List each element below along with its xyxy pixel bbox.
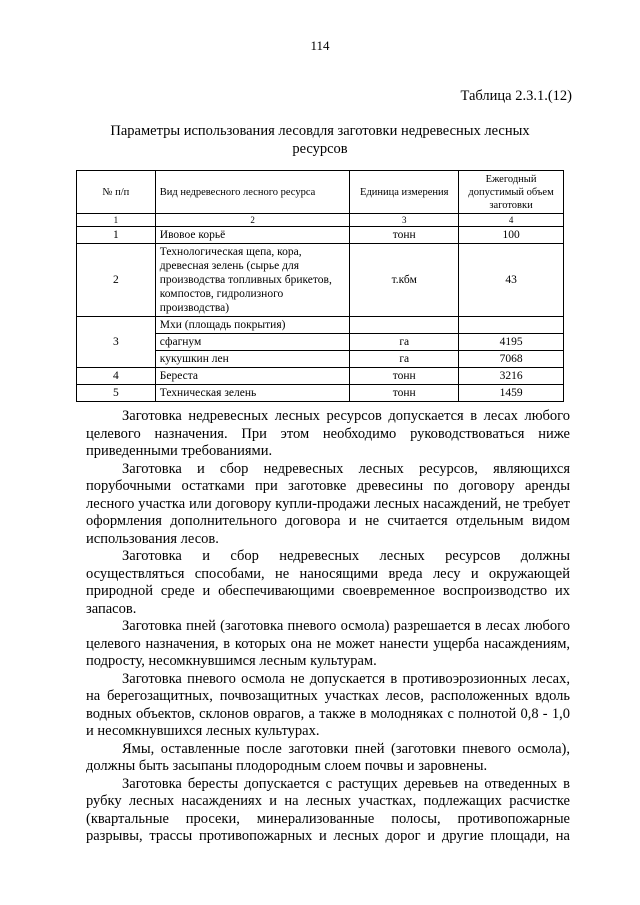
header-volume: Ежегодный допустимый объем заготовки [459,171,564,214]
table-label: Таблица 2.3.1.(12) [460,88,572,104]
cell-resource: Технологическая щепа, кора, древесная зелень (сырье для производства топливных брикетов, компостов, гидролизного производства) [155,244,350,317]
paragraph: Заготовка бересты допускается с растущих деревьев на отведенных в рубку лесных насаждениях и на лесных участках, подлежащих расчистке (квартальные просеки, минерализованные полосы, противопожарные разрывы, трассы противопожарных и лесных дорог и другие площади, на [86,775,570,844]
cell-unit: га [350,351,459,368]
cell-volume: 100 [459,227,564,244]
parameters-table [76,170,564,402]
column-number: 2 [155,214,350,227]
table-row [77,385,564,402]
column-number-row [77,214,564,227]
cell-num: 4 [77,368,156,385]
cell-resource: кукушкин лен [155,351,350,368]
paragraph: Заготовка пней (заготовка пневого осмола) разрешается в лесах любого целевого назначения, в которых она не может нанести ущерба насаждениям, подросту, несомкнувшимся лесным культурам. [86,618,570,669]
cell-volume: 43 [459,244,564,317]
table-row [77,317,564,334]
header-resource: Вид недревесного лесного ресурса [155,171,350,214]
cell-unit: тонн [350,227,459,244]
cell-unit [350,317,459,334]
cell-unit: га [350,334,459,351]
cell-volume [459,317,564,334]
paragraph: Заготовка и сбор недревесных лесных ресурсов должны осуществляться способами, не наносящими вреда лесу и окружающей природной среде и обеспечивающими своевременное воспроизводство их запасов. [86,548,570,617]
column-number: 1 [77,214,156,227]
cell-unit: тонн [350,385,459,402]
table-title: Параметры использования лесовдля заготовки недревесных лесных ресурсов [110,123,530,157]
table-row [77,244,564,317]
paragraph: Ямы, оставленные после заготовки пней (заготовки пневого осмола), должны быть засыпаны плодородным слоем почвы и заровнены. [86,740,570,774]
cell-unit: т.кбм [350,244,459,317]
cell-resource: Береста [155,368,350,385]
body-text [86,408,570,846]
cell-num: 1 [77,227,156,244]
page-number: 114 [310,38,330,53]
header-unit: Единица измерения [350,171,459,214]
cell-num: 3 [77,317,156,368]
table-row [77,227,564,244]
cell-num: 5 [77,385,156,402]
cell-resource: Ивовое корьё [155,227,350,244]
column-number: 4 [459,214,564,227]
cell-volume: 7068 [459,351,564,368]
cell-volume: 1459 [459,385,564,402]
column-number: 3 [350,214,459,227]
cell-volume: 3216 [459,368,564,385]
cell-volume: 4195 [459,334,564,351]
paragraph: Заготовка недревесных лесных ресурсов допускается в лесах любого целевого назначения. При этом необходимо руководствоваться ниже приведенными требованиями. [86,408,570,459]
cell-unit: тонн [350,368,459,385]
cell-resource: Техническая зелень [155,385,350,402]
cell-resource: сфагнум [155,334,350,351]
cell-num: 2 [77,244,156,317]
table-row [77,368,564,385]
cell-resource: Мхи (площадь покрытия) [155,317,350,334]
table-header-row [77,171,564,214]
paragraph: Заготовка и сбор недревесных лесных ресурсов, являющихся порубочными остатками при заготовке древесины по договору аренды лесного участка или договору купли-продажи лесных насаждений, не требует оформления дополнительного договора и не считается отдельным видом использования лесов. [86,460,570,547]
header-num: № п/п [77,171,156,214]
paragraph: Заготовка пневого осмола не допускается в противоэрозионных лесах, на берегозащитных, почвозащитных участках лесов, расположенных вдоль водных объектов, склонов оврагов, а также в молодняках с полнотой 0,8 - 1,0 и несомкнувшихся лесных культурах. [86,670,570,739]
